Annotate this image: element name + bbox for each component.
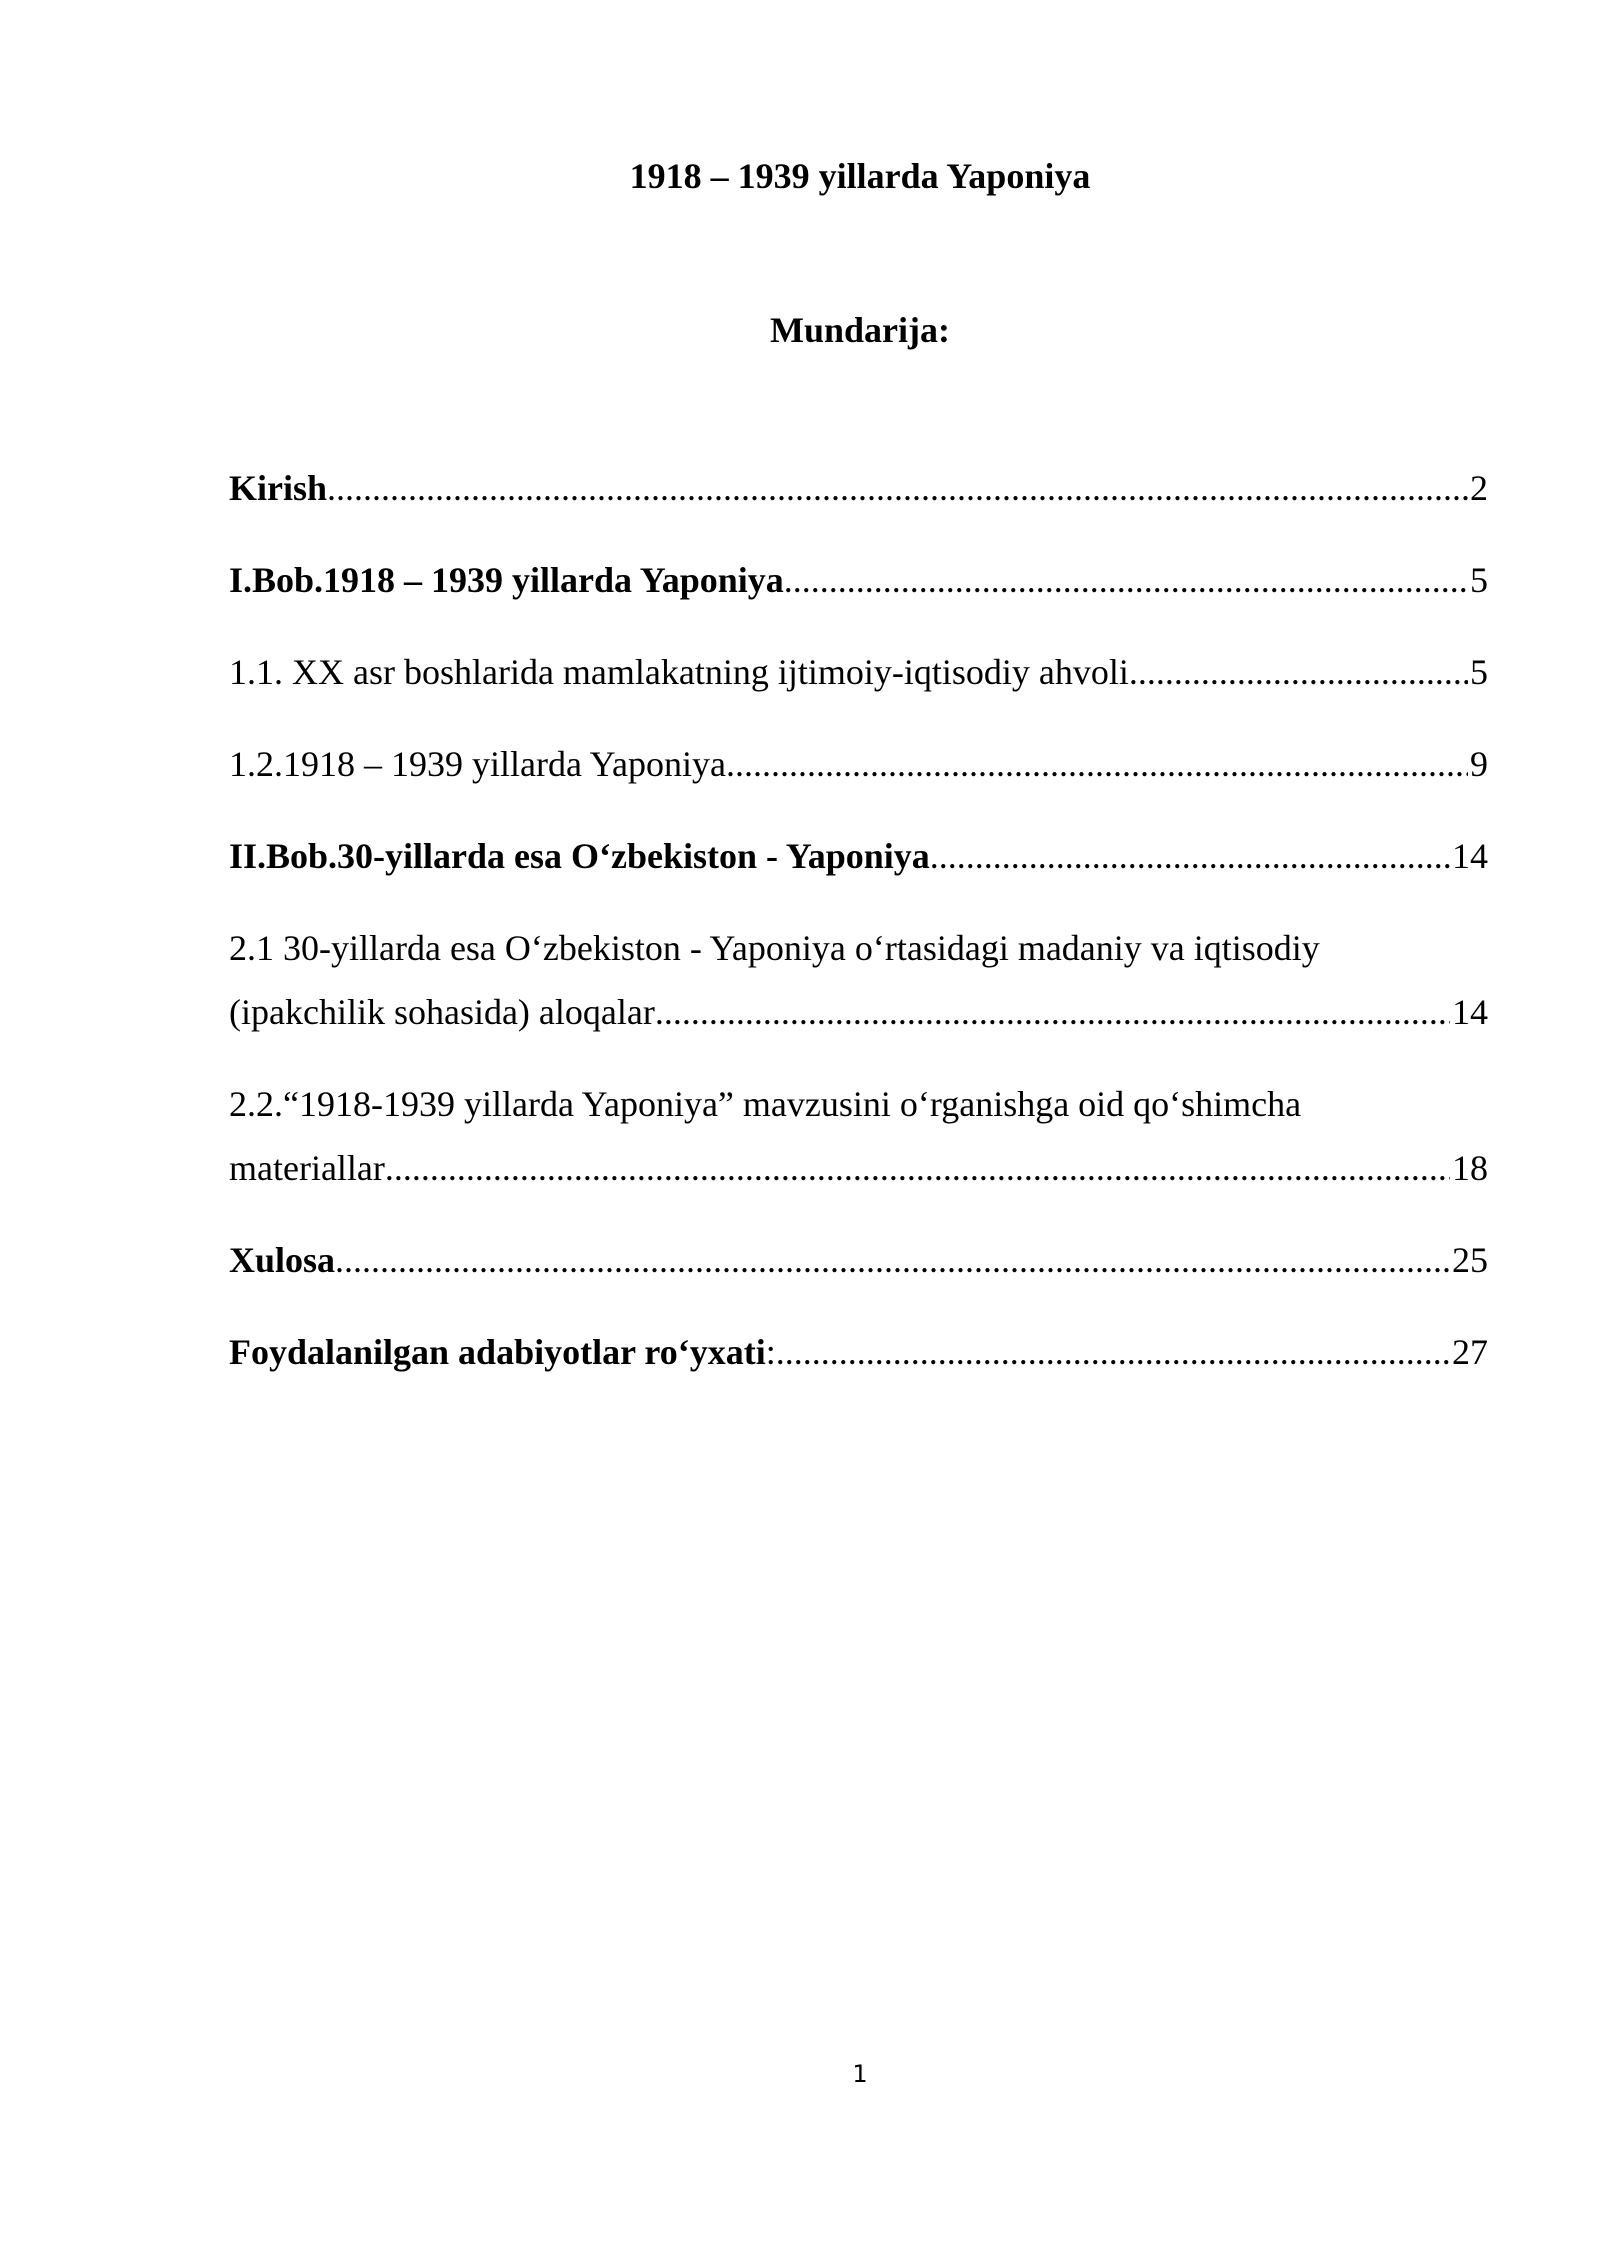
- toc-entry-page: 27: [1452, 1332, 1488, 1372]
- toc-entry-kirish[interactable]: [229, 456, 1488, 520]
- toc-entry-label-line1: 2.2.“1918-1939 yillarda Yaponiya” mavzusini o‘rganishga oid qo‘shimcha: [229, 1084, 1302, 1124]
- toc-entry-label: II.Bob.30-yillarda esa O‘zbekiston - Yaponiya: [229, 836, 930, 876]
- toc-entry-label: 1.2.1918 – 1939 yillarda Yaponiya: [229, 744, 726, 784]
- toc-leader-dots: [385, 1136, 1450, 1200]
- toc-entry-label-suffix: :: [765, 1332, 776, 1372]
- toc-leader-dots: [327, 456, 1468, 520]
- table-of-contents: [229, 456, 1488, 1412]
- toc-entry-page: 18: [1452, 1148, 1488, 1188]
- page-number: 1: [852, 2060, 868, 2088]
- toc-entry-section-2-1[interactable]: [229, 916, 1488, 1044]
- toc-entry-page: 14: [1452, 992, 1488, 1032]
- toc-leader-dots: [335, 1228, 1450, 1292]
- toc-entry-xulosa[interactable]: [229, 1228, 1488, 1292]
- toc-leader-dots: [726, 732, 1468, 796]
- toc-entry-label-line2: (ipakchilik sohasida) aloqalar: [229, 992, 655, 1032]
- toc-leader-dots: [1129, 640, 1468, 704]
- toc-entry-page: 2: [1470, 468, 1488, 508]
- toc-leader-dots: [784, 548, 1468, 612]
- toc-entry-page: 25: [1452, 1240, 1488, 1280]
- toc-leader-dots: [930, 824, 1450, 888]
- toc-entry-label: Xulosa: [229, 1240, 336, 1280]
- toc-entry-page: 9: [1470, 744, 1488, 784]
- toc-entry-label: Foydalanilgan adabiyotlar ro‘yxati: [229, 1332, 766, 1372]
- toc-entry-bibliography[interactable]: [229, 1320, 1488, 1384]
- toc-entry-page: 5: [1470, 652, 1488, 692]
- toc-entry-page: 5: [1470, 560, 1488, 600]
- document-title: 1918 – 1939 yillarda Yaponiya: [629, 156, 1091, 196]
- toc-entry-section-1-2[interactable]: [229, 732, 1488, 796]
- toc-entry-label-line1: 2.1 30-yillarda esa O‘zbekiston - Yaponiya o‘rtasidagi madaniy va iqtisodiy: [229, 928, 1320, 968]
- toc-heading: Mundarija:: [770, 310, 950, 350]
- toc-leader-dots: [776, 1320, 1450, 1384]
- toc-entry-chapter-2[interactable]: [229, 824, 1488, 888]
- toc-entry-label: I.Bob.1918 – 1939 yillarda Yaponiya: [229, 560, 784, 600]
- toc-entry-section-1-1[interactable]: [229, 640, 1488, 704]
- toc-entry-label: 1.1. XX asr boshlarida mamlakatning ijtimoiy-iqtisodiy ahvoli: [229, 652, 1129, 692]
- toc-entry-section-2-2[interactable]: [229, 1072, 1488, 1200]
- toc-entry-label: Kirish: [229, 468, 328, 508]
- toc-leader-dots: [655, 980, 1450, 1044]
- toc-entry-chapter-1[interactable]: [229, 548, 1488, 612]
- toc-entry-label-line2: materiallar: [229, 1148, 385, 1188]
- toc-entry-page: 14: [1452, 836, 1488, 876]
